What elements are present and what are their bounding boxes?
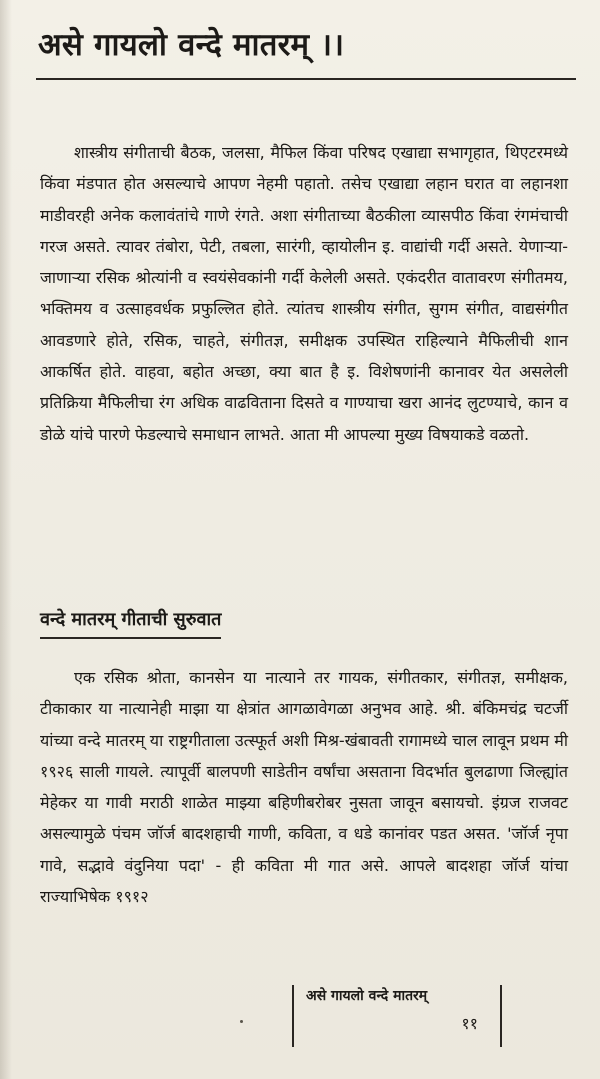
title-underline: [36, 78, 576, 80]
page-number: ११: [461, 1014, 478, 1033]
running-title: असे गायलो वन्दे मातरम्: [306, 988, 428, 1004]
print-speck: [240, 1020, 243, 1023]
section-heading: वन्दे मातरम् गीताची सुरुवात: [40, 605, 221, 639]
body-paragraph: शास्त्रीय संगीताची बैठक, जलसा, मैफिल किंवा परिषद एखाद्या सभागृहात, थिएटरमध्ये किंवा मंडपात होत असल्याचे आपण नेहमी पहातो. तसेच एखाद्या लहान घरात वा लहानशा माडीवरही अनेक कलावंतांचे गाणे रंगते. अशा संगीताच्या बैठकीला व्यासपीठ किंवा रंगमंचाची गरज असते. त्यावर तंबोरा, पेटी, तबला, सारंगी, व्हायोलीन इ. वाद्यांची गर्दी असते. येणाऱ्या-जाणाऱ्या रसिक श्रोत्यांनी व स्वयंसेवकांनी गर्दी केलेली असते. एकंदरीत वातावरण संगीतमय, भक्तिमय व उत्साहवर्धक प्रफुल्लित होते. त्यांतच शास्त्रीय संगीत, सुगम संगीत, वाद्यसंगीत आवडणारे होते, रसिक, चाहते, संगीतज्ञ, समीक्षक उपस्थित राहिल्याने मैफिलीची शान आकर्षित होते. वाहवा, बहोत अच्छा, क्या बात है इ. विशेषणांनी कानावर येत असलेली प्रतिक्रिया मैफिलीचा रंग अधिक वाढविताना दिसते व गाण्याचा खरा आनंद लुटण्याचे, कान व डोळे यांचे पारणे फेडल्याचे समाधान लाभते. आता मी आपल्या मुख्य विषयाकडे वळतो.: [40, 143, 568, 444]
page-footer: [292, 985, 502, 1047]
body-paragraph: एक रसिक श्रोता, कानसेन या नात्याने तर गायक, संगीतकार, संगीतज्ञ, समीक्षक, टीकाकार या नात्यानेही माझा या क्षेत्रांत आगळावेगळा अनुभव आहे. श्री. बंकिमचंद्र चटर्जी यांच्या वन्दे मातरम् या राष्ट्रगीताला उत्स्फूर्त अशी मिश्र-खंबावती रागामध्ये चाल लावून प्रथम मी १९२६ साली गायले. त्यापूर्वी बालपणी साडेतीन वर्षांचा असताना विदर्भात बुलढाणा जिल्ह्यांत मेहेकर या गावी मराठी शाळेत माझ्या बहिणीबरोबर नुसता जावून बसायचो. इंग्रज राजवट असल्यामुळे पंचम जॉर्ज बादशहाची गाणी, कविता, व धडे कानांवर पडत असत. 'जॉर्ज नृपा गावे, सद्भावे वंदुनिया पदा' - ही कविता मी गात असे. आपले बादशहा जॉर्ज यांचा राज्याभिषेक १९१२: [40, 668, 568, 907]
page-gutter-shadow: [0, 0, 12, 1079]
chapter-title: असे गायलो वन्दे मातरम् ।।: [38, 27, 345, 63]
